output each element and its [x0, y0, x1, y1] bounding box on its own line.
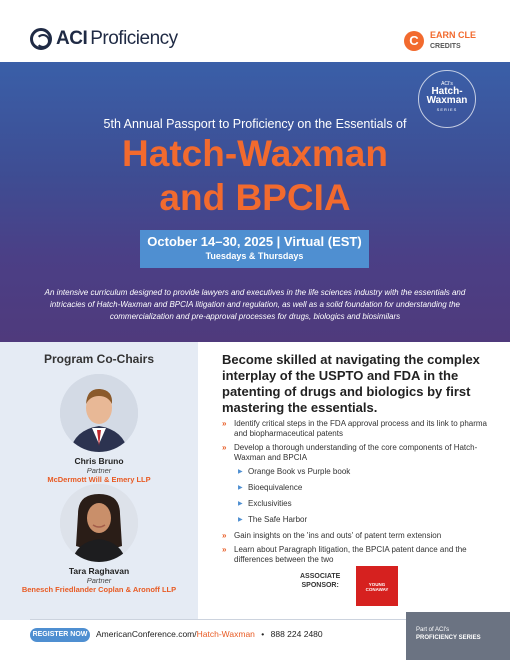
cle-credits	[404, 30, 476, 52]
cochair-name: Chris Bruno	[74, 456, 124, 466]
intro-text: An intensive curriculum designed to provide lawyers and executives in the life sciences industry with the essentials and intricacies of Hatch-Waxman and BPCIA litigation and regulation, as well as a solid foundation for understanding the commercialization and pre-approval processes for drugs, biologics and biosimilars	[44, 288, 466, 321]
event-date: October 14–30, 2025 | Virtual (EST)	[147, 234, 362, 249]
sub-list-item	[222, 467, 492, 477]
brand-main: ACI	[56, 28, 88, 49]
event-supertitle: 5th Annual Passport to Proficiency on the Essentials of	[103, 117, 407, 131]
cochair-firm: Benesch Friedlander Coplan & Aronoff LLP	[21, 585, 177, 594]
list-item-text: Learn about Paragraph litigation, the BPCIA patent dance and the differences between the two	[234, 545, 467, 564]
footer-divider	[30, 619, 406, 620]
series-badge-line1: ACI's	[441, 81, 453, 87]
sub-list-item	[222, 483, 492, 493]
list-item	[222, 531, 492, 541]
cle-line2: CREDITS	[430, 43, 461, 50]
event-title	[0, 132, 510, 220]
url-path: Hatch-Waxman	[196, 629, 255, 639]
sub-list-item-text: The Safe Harbor	[248, 515, 308, 524]
cle-line1: EARN CLE	[430, 30, 477, 40]
list-item-text: Develop a thorough understanding of the core components of Hatch-Waxman and BPCIA	[234, 443, 478, 462]
header	[0, 0, 510, 62]
cle-badge-icon: C	[404, 31, 424, 51]
series-badge-line2: Hatch-Waxman	[426, 86, 468, 106]
proficiency-series-badge	[406, 612, 510, 660]
date-box	[140, 230, 369, 268]
sub-list-item	[222, 515, 492, 525]
sub-list-item-text: Orange Book vs Purple book	[248, 467, 351, 476]
website-link[interactable]	[96, 629, 255, 639]
triangle-right-icon: ▶	[238, 517, 243, 523]
sub-list-item	[222, 499, 492, 509]
event-days: Tuesdays & Thursdays	[205, 251, 304, 261]
part-of-line1: Part of ACI's	[416, 627, 450, 633]
main-headline: Become skilled at navigating the complex interplay of the USPTO and FDA in the patenting of drugs and biologics by first mastering the essentials.	[222, 352, 480, 415]
cochair-photo-tara-raghavan	[60, 484, 138, 562]
cochair-role: Partner	[86, 576, 112, 585]
cochairs-panel	[0, 342, 198, 620]
chevron-right-icon: »	[222, 545, 227, 554]
cochair-photo-chris-bruno	[60, 374, 138, 452]
phone-number[interactable]: 888 224 2480	[270, 629, 323, 639]
sponsor-logo-line1: YOUNG	[368, 582, 386, 587]
learning-objectives	[222, 419, 492, 569]
list-item	[222, 545, 492, 565]
chevron-right-icon: »	[222, 419, 227, 428]
aci-logo[interactable]	[30, 28, 178, 50]
sub-list-item-text: Exclusivities	[248, 499, 292, 508]
list-item	[222, 443, 492, 463]
cochair-role: Partner	[86, 466, 112, 475]
event-title-line2: and BPCIA	[159, 177, 351, 218]
sponsor-label-line2: SPONSOR:	[301, 582, 339, 589]
aci-logo-icon	[30, 28, 52, 50]
brand-sub: Proficiency	[90, 28, 178, 49]
event-title-line1: Hatch-Waxman	[122, 133, 388, 174]
part-of-line2: PROFICIENCY SERIES	[416, 635, 481, 641]
cochair-firm: McDermott Will & Emery LLP	[47, 475, 151, 484]
list-item-text: Gain insights on the 'ins and outs' of patent term extension	[234, 531, 442, 540]
cochairs-title: Program Co-Chairs	[43, 352, 155, 366]
hero-banner	[0, 62, 510, 342]
triangle-right-icon: ▶	[238, 501, 243, 507]
cochair-name: Tara Raghavan	[68, 566, 130, 576]
footer-contact	[96, 629, 323, 639]
url-base: AmericanConference.com/	[96, 629, 197, 639]
cle-text	[430, 30, 476, 52]
sponsor-logo[interactable]	[356, 566, 398, 606]
sponsor-label-line1: ASSOCIATE	[300, 573, 341, 580]
triangle-right-icon: ▶	[238, 485, 243, 491]
list-item	[222, 419, 492, 439]
sponsor-label	[300, 572, 340, 590]
chevron-right-icon: »	[222, 443, 227, 452]
triangle-right-icon: ▶	[238, 469, 243, 475]
sub-list-item-text: Bioequivalence	[248, 483, 303, 492]
register-now-button[interactable]: REGISTER NOW	[30, 628, 90, 642]
series-badge-line3: SERIES	[436, 107, 458, 112]
sponsor-logo-line2: CONAWAY	[365, 587, 389, 592]
list-item-text: Identify critical steps in the FDA approval process and its link to pharma and biopharmaceutical patents	[234, 419, 488, 438]
chevron-right-icon: »	[222, 531, 227, 540]
footer-separator: •	[261, 629, 265, 639]
